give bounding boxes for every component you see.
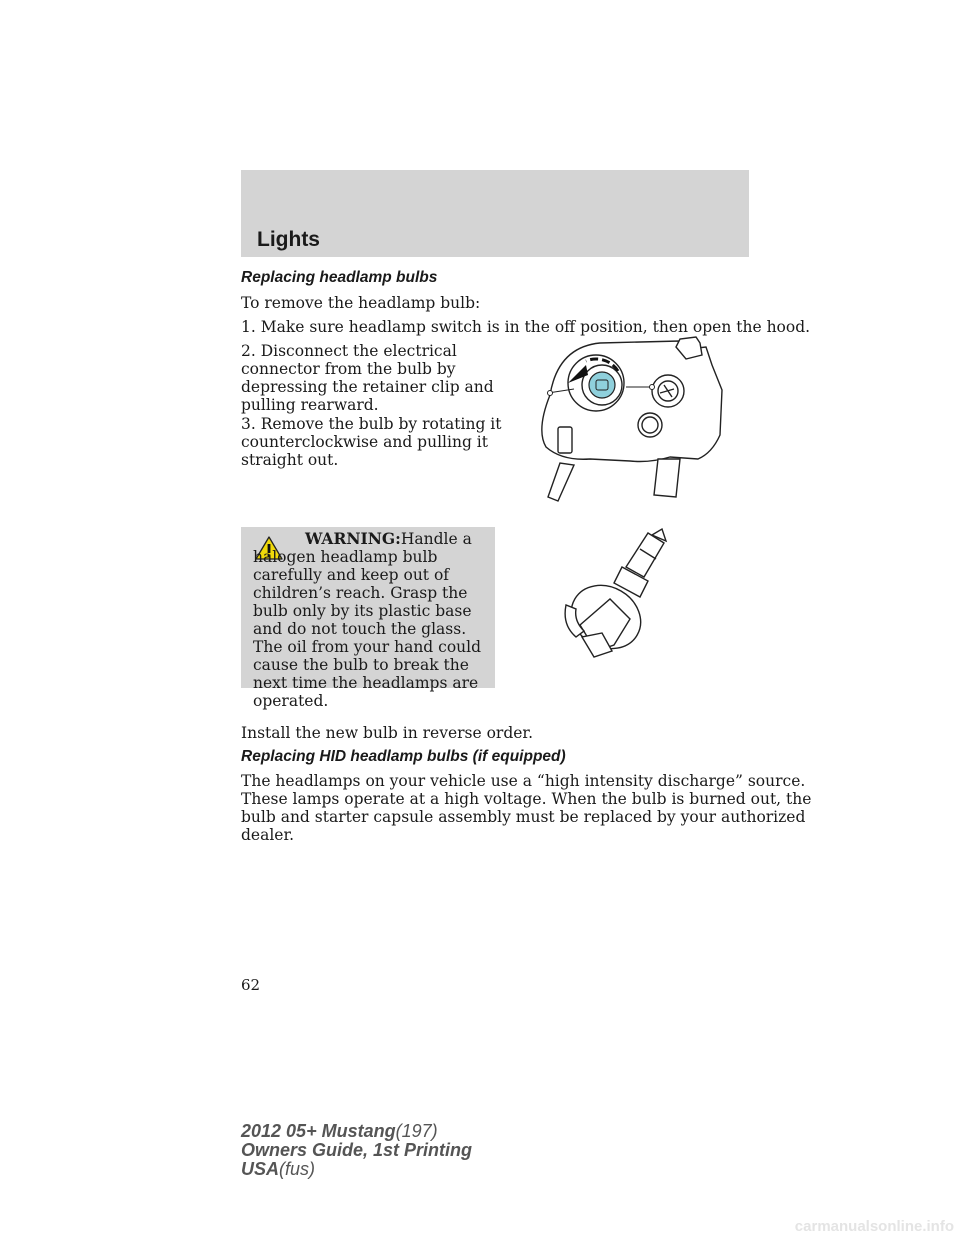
print-footer: 2012 05+ Mustang(197) Owners Guide, 1st Printing USA(fus) [241,1121,473,1179]
hid-paragraph: The headlamps on your vehicle use a “high intensity discharge” source. These lamps operate at a high voltage. When the bulb is burned out, the bulb and starter capsule assembly must be replaced by your authorized dealer. [241,772,812,844]
warning-body: Handle a halogen headlamp bulb carefully and keep out of children’s reach. Grasp the bulb only by its plastic base and do not touch the glass. The oil from your hand could cause the bulb to break the next time the headlamps are operated. [253,530,482,710]
page-number: 62 [241,976,261,994]
step-1: 1. Make sure headlamp switch is in the off position, then open the hood. [241,318,811,336]
step-3: 3. Remove the bulb by rotating it counterclockwise and pulling it straight out. [241,415,502,469]
heading-replacing-headlamp-bulbs: Replacing headlamp bulbs [241,269,438,286]
install-text: Install the new bulb in reverse order. [241,724,534,742]
warning-box [241,527,495,710]
section-header-band [241,170,749,257]
halogen-bulb-illustration [560,525,680,675]
section-title: Lights [257,228,320,251]
step-2: 2. Disconnect the electrical connector from the bulb by depressing the retainer clip and pulling rearward. [241,342,494,414]
warning-text [253,530,489,710]
headlamp-housing-illustration [530,335,745,505]
heading-replacing-hid-bulbs: Replacing HID headlamp bulbs (if equipped) [241,748,566,765]
warning-label: WARNING: [305,529,401,548]
intro-text: To remove the headlamp bulb: [241,294,481,312]
site-watermark: carmanualsonline.info [794,1218,954,1235]
